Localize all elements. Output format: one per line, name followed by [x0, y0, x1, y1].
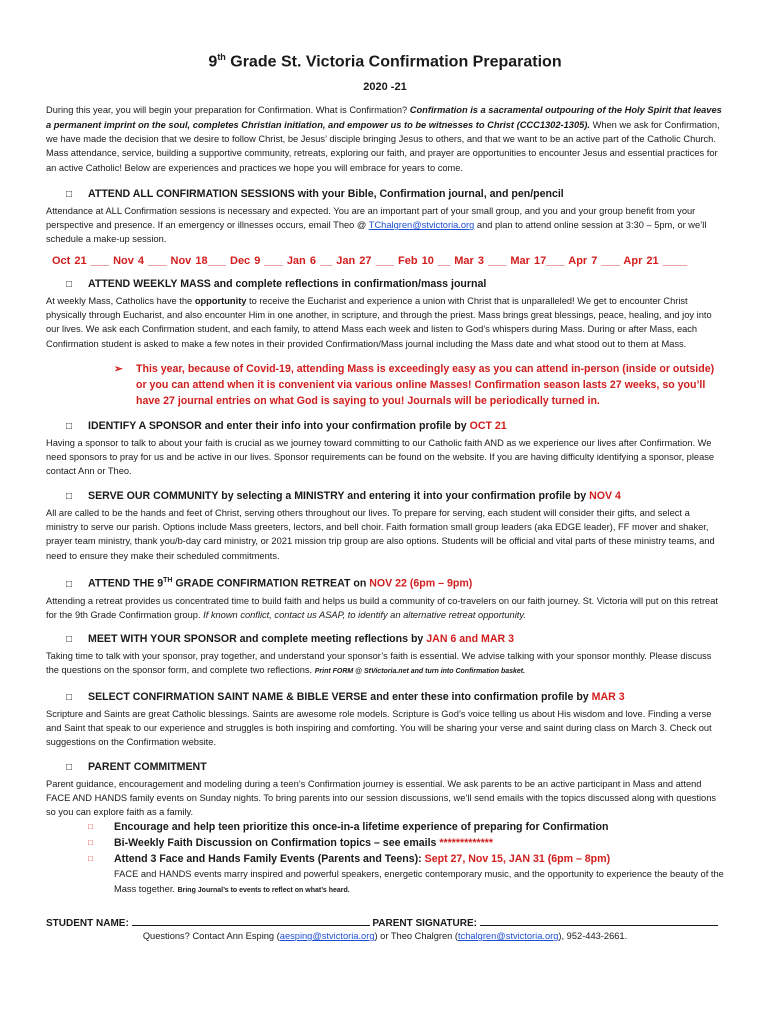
contact-text-mid: ) or Theo Chalgren (: [374, 931, 459, 942]
title-superscript: th: [217, 52, 226, 62]
serve-deadline: NOV 4: [589, 489, 621, 502]
section-saint-body: Scripture and Saints are great Catholic blessings. Saints are awesome role models. Scripture is God’s voice telling us about His wisdom and love. Finding a verse and Saint that speak to our experience and struggles is both inspiring and comforting. You will be sharing your verse and saint during class on March 3. Check out suggestions on the Confirmation website.: [46, 708, 712, 748]
checkbox-icon[interactable]: □: [66, 420, 73, 432]
contact-text: Questions? Contact Ann Esping (: [142, 931, 280, 942]
section-mass-heading: [46, 277, 724, 292]
checkbox-icon[interactable]: □: [66, 691, 73, 703]
session-dates: Oct 21 ___ Nov 4 ___ Nov 18___ Dec 9 ___ Jan 6 __ Jan 27 ___ Feb 10 __ Mar 3 ___ Mar 17___ Apr 7 ___ Apr 21 ____: [52, 254, 688, 267]
body-text: At weekly Mass, Catholics have the: [46, 295, 195, 306]
body-text: Attending a retreat provides us concentrated time to build faith and helps us build a community of co-travelers on our faith journey. St. Victoria will put on this retreat for the 9th Grade Confirmation group.: [46, 595, 718, 620]
section-retreat: [46, 573, 724, 622]
conflict-note: If known conflict, contact us ASAP, to identify an alternative retreat opportunity.: [203, 609, 526, 620]
section-sponsor-body: Having a sponsor to talk to about your faith is crucial as we journey toward committing to our Catholic faith AND as we experience our lives after Confirmation. We need sponsors to pray for us and be active in our lives. Sponsor requirements can be found on the website. If you are having difficulty identifying a sponsor, please contact Ann or Theo.: [46, 437, 715, 477]
checkbox-icon[interactable]: □: [66, 188, 73, 200]
item-text: Encourage and help teen prioritize this once-in-a lifetime experience of preparing for Confirmation: [114, 821, 609, 834]
section-parent-heading: [46, 760, 724, 775]
opportunity-emphasis: opportunity: [194, 295, 247, 306]
parent-item-events: [88, 851, 724, 867]
section-sponsor: [46, 419, 724, 479]
section-serve-body: All are called to be the hands and feet of Christ, serving others throughout our lives. To prepare for serving, each student will consider their gifts, and select a ministry to serve our parish. Options include Mass greeters, lectors, and bell choir. Faith formation small group leaders (aka EDGE leader), FF mover and shaker, prayer team ministry, thank you/b-day card ministry, or 2021 mission trip group are also options. Students will be official and vital parts of these ministry teams, and need to ensure they make their scheduled commitments.: [46, 507, 715, 561]
checkbox-icon[interactable]: □: [88, 854, 93, 864]
saint-deadline: MAR 3: [591, 690, 625, 703]
section-retreat-body: [46, 594, 724, 623]
heading-text-continued: GRADE CONFIRMATION RETREAT on: [172, 577, 370, 590]
student-name-label: STUDENT NAME:: [46, 918, 132, 930]
contact-info: [46, 931, 724, 941]
checkbox-icon[interactable]: □: [66, 578, 73, 590]
theo-email-link[interactable]: tchalgren@stvictoria.org: [458, 931, 559, 942]
section-serve: [46, 489, 724, 563]
section-parent-body: Parent guidance, encouragement and modeling during a teen’s Confirmation journey is essential. We ask parents to be an active participant in Mass and attend FACE AND HANDS family events on Sunday nights. To bring parents into our session discussions, we’ll send emails with the topics discussed along with questions so you can explore faith as a family.: [46, 778, 717, 818]
section-sessions-heading: [46, 187, 724, 202]
heading-text: SELECT CONFIRMATION SAINT NAME & BIBLE VERSE and enter these into confirmation profile by: [88, 690, 592, 703]
section-serve-heading: [46, 489, 724, 504]
emphasis-stars: *************: [439, 837, 493, 850]
checkbox-icon[interactable]: □: [66, 278, 73, 290]
parent-signature-field[interactable]: [480, 916, 718, 926]
checkbox-icon[interactable]: □: [66, 490, 73, 502]
heading-text: ATTEND WEEKLY MASS and complete reflections in confirmation/mass journal: [88, 277, 487, 290]
body-text: Attendance at ALL Confirmation sessions is necessary and expected. You are an important part of your small group, and you and your group benefit from your perspective and presence. If an emergency or illnesses occurs, email Theo @: [46, 205, 696, 231]
school-year: 2020 -21: [363, 81, 407, 94]
body-text: Taking time to talk with your sponsor, pray together, and understand your sponsor’s faith is essential. We advise talking with your sponsor monthly. Please discuss the questions on the sponsor form, and complete two reflections.: [46, 651, 712, 676]
body-text-continued: to receive the Eucharist and experience a union with Christ that is unparalleled! We get to encounter Christ physically through Eucharist, and also encounter Him in one another, in scripture, and through the priest. Mass brings great blessings, peace, healing, and joy into our lives. We ask each Confirmation student, and each family, to attend Mass each week and listen to God’s whispers during Mass. During or after Mass, each Confirmation student is asked to make a few notes in their provided Confirmation/Mass journal including the Mass date and what stood out to them at Mass.: [46, 295, 712, 349]
checkbox-icon[interactable]: □: [66, 761, 73, 773]
body-text-continued: and plan to attend online session at 3:30 – 5pm, or we’ll schedule a make-up session.: [46, 220, 707, 245]
checkbox-icon[interactable]: □: [88, 838, 93, 848]
item-text: Bi-Weekly Faith Discussion on Confirmation topics – see emails: [114, 837, 440, 850]
theo-email-link[interactable]: TChalgren@stvictoria.org: [368, 220, 475, 231]
section-sessions-body: [46, 204, 724, 247]
section-meet-sponsor: [46, 632, 724, 680]
retreat-date: NOV 22 (6pm – 9pm): [369, 577, 473, 590]
title-text: Grade St. Victoria Confirmation Preparation: [225, 53, 562, 71]
parent-item-encourage: [88, 819, 724, 835]
contact-phone: ), 952-443-2661.: [558, 931, 628, 942]
intro-paragraph: [46, 103, 724, 174]
heading-text: ATTEND THE 9: [88, 577, 164, 590]
section-saint-heading: [46, 690, 724, 705]
checkbox-icon[interactable]: □: [66, 634, 73, 646]
meet-deadline: JAN 6 and MAR 3: [426, 633, 514, 646]
section-meet-heading: [46, 632, 724, 647]
intro-definition: Confirmation is a sacramental outpouring of the Holy Spirit that leaves a permanent imprint on the soul, completes Christian initiation, and empower us to be witnesses to Christ (CCC1302-1305).: [46, 105, 722, 130]
face-and-hands-note: [114, 867, 724, 898]
parent-item-discussion: [88, 835, 724, 851]
page-title: [46, 46, 724, 73]
item-text: Attend 3 Face and Hands Family Events (Parents and Teens):: [114, 853, 425, 866]
heading-text: ATTEND ALL CONFIRMATION SESSIONS with your Bible, Confirmation journal, and pen/pencil: [88, 187, 564, 200]
intro-text: During this year, you will begin your preparation for Confirmation. What is Confirmation?: [46, 105, 410, 116]
section-sessions: [46, 187, 724, 267]
parent-signature-label: PARENT SIGNATURE:: [369, 918, 480, 930]
heading-text: MEET WITH YOUR SPONSOR and complete meeting reflections by: [88, 633, 427, 646]
event-dates: Sept 27, Nov 15, JAN 31 (6pm – 8pm): [424, 853, 611, 866]
heading-text: PARENT COMMITMENT: [88, 760, 207, 773]
ann-email-link[interactable]: aesping@stvictoria.org: [279, 931, 375, 942]
sponsor-deadline: OCT 21: [469, 419, 507, 432]
heading-text: IDENTIFY A SPONSOR and enter their info into your confirmation profile by: [88, 419, 470, 432]
section-mass: [46, 277, 724, 409]
note-text: FACE and HANDS events marry inspired and powerful speakers, energetic contemporary music, and the opportunity to experience the beauty of the Mass together.: [114, 869, 724, 894]
section-parent: [46, 760, 724, 898]
section-sponsor-heading: [46, 419, 724, 434]
arrow-bullet-icon: ➢: [114, 362, 123, 375]
covid-note-text: This year, because of Covid-19, attending Mass is exceedingly easy as you can attend in-person (inside or outside) or you can attend when it is convenient via various online Masses! Confirmation season lasts 27 weeks, so you’ll have 27 journal entries on what God is saying to you! Journals will be periodically turned in.: [136, 362, 715, 407]
student-name-field[interactable]: [132, 916, 370, 926]
heading-text: SERVE OUR COMMUNITY by selecting a MINISTRY and entering it into your confirmation profile by: [88, 489, 590, 502]
title-number: 9: [208, 53, 218, 71]
intro-text-continued: When we ask for Confirmation, we have made the decision that we desire to follow Christ, be Jesus’ disciple bringing Jesus to others, and that we want to be an active part of the Catholic Church. Mass attendance, service, building a supportive community, retreats, exploring our faith, and prayer are opportunities to encounter Jesus and essential practices for an active Catholic! Below are experiences and practices we hope you will embrace for years to come.: [46, 119, 720, 173]
print-form-note: Print FORM @ StVictoria.net and turn into Confirmation basket.: [314, 668, 526, 676]
section-meet-body: [46, 649, 724, 680]
bring-journal-note: Bring Journal’s to events to reflect on what’s heard.: [177, 886, 350, 894]
checkbox-icon[interactable]: □: [88, 822, 93, 832]
section-mass-body: [46, 294, 724, 351]
section-retreat-heading: [46, 573, 724, 592]
section-saint: [46, 690, 724, 750]
heading-superscript: TH: [163, 576, 173, 584]
signature-line: [46, 916, 724, 929]
covid-note: [114, 361, 724, 409]
